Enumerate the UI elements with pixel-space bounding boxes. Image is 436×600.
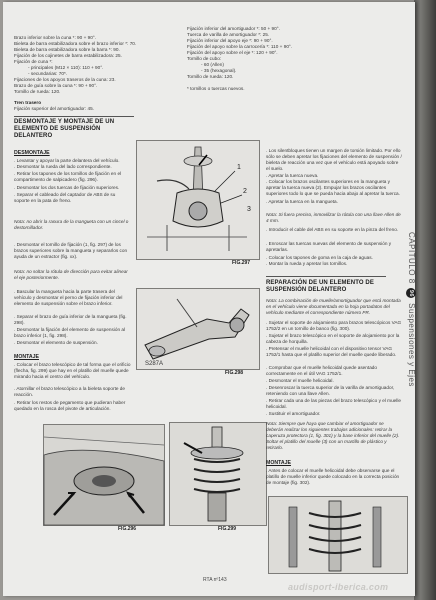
spec-line: Brazo inferior sobre la cuna *: 90 + 90°. bbox=[14, 35, 96, 40]
figure-299 bbox=[169, 422, 267, 526]
paragraph: . Los silentbloques tienen un margen de torsión limitado. Por ello sólo se deben apretar los fijaciones del elemento de suspensión / bieleta de reacción una vez que el vehículo está apoyado sobre el suelo. bbox=[266, 148, 402, 171]
spec-line: Brazo de guía sobre la cuna *: 90 + 90°. bbox=[14, 83, 98, 88]
chapter-number-badge: 96 bbox=[408, 289, 415, 297]
spec-line: - secundarias: 70*. bbox=[28, 71, 68, 76]
paragraph: . Apretar la tuerca nueva. bbox=[266, 173, 319, 178]
montaje-label: MONTAJE bbox=[14, 354, 39, 360]
spec-line: Fijaciones de los apoyos traseros de la cuna: 23. bbox=[14, 77, 116, 82]
paragraph: . Retirar cada una de las piezas del brazo telescópico y el muelle helicoidal. bbox=[266, 398, 401, 409]
section-title-reparacion: REPARACIÓN DE UN ELEMENTO DE SUSPENSIÓN DELANTERO bbox=[266, 280, 374, 293]
paragraph: . Montar la rueda y apretar los tornillos. bbox=[266, 261, 348, 266]
note: Nota: Si fuera preciso, inmovilizar la rótula con una llave Allen de 4 mm. bbox=[266, 212, 401, 223]
spec-line: Tornillo de cubo: bbox=[187, 56, 222, 61]
spec-line: Fijación inferior del apoyo eje *: 90 + 90°. bbox=[187, 38, 273, 43]
suspension-strut-drawing bbox=[137, 141, 259, 259]
spec-line: - principales (M12 × 110): 110 + 90°. bbox=[28, 65, 104, 70]
book-spine bbox=[414, 0, 436, 600]
manual-page bbox=[3, 2, 415, 596]
spec-line: - 60 (Allen) bbox=[201, 62, 224, 67]
tren-trasero-title: Tren trasero bbox=[14, 100, 42, 105]
paragraph: . Bascular la mangueta hacia la parte trasera del vehículo y desmontar el perno de fijación inferior del elemento de suspensión sobre el brazo inferior. bbox=[14, 289, 123, 306]
section-title-desmontaje-montaje: DESMONTAJE Y MONTAJE DE UN ELEMENTO DE SUSPENSIÓN DELANTERO bbox=[14, 119, 115, 139]
note: Nota: no soltar la rótula de dirección para evitar alinear el eje posteriormente. bbox=[14, 269, 128, 280]
figure-caption: FIG.299 bbox=[218, 526, 237, 532]
paragraph: . Pretensar el muelle helicoidal con el dispositivo tensor VAG 1752/1 hasta que el platillo superior del muelle quede liberado. bbox=[266, 346, 397, 357]
figure-300 bbox=[268, 496, 408, 574]
spec-line: Tuerca de varilla de amortiguador *: 25. bbox=[187, 32, 270, 37]
paragraph: . Colocar los brazos oscilantes superiores en la mangueta y apretar la tuerca nueva (2). Empujar los brazos oscilantes superiores todo lo que se pueda hacia abajo al apretar la tuerca. bbox=[266, 179, 400, 196]
spec-line: Fijación del apoyo sobre la carrocería *: 110 + 90°. bbox=[187, 44, 293, 49]
paragraph: . Sujetar el brazo telescópico en el soporte de alojamiento por la cabeza de horquilla. bbox=[266, 333, 400, 344]
chapter-tab bbox=[405, 232, 417, 452]
spec-line: Fijación del apoyo sobre el eje *: 120 + 90°. bbox=[187, 50, 278, 55]
figure-298 bbox=[136, 288, 260, 370]
lower-arm-drawing bbox=[137, 289, 259, 369]
spring-strut-drawing bbox=[170, 423, 266, 525]
spec-line: Bieleta de barra estabilizadora sobre el brazo inferior *: 70. bbox=[14, 41, 137, 46]
paragraph: . Desmontar la fijación del elemento de suspensión al brazo inferior (1, fig. 298). bbox=[14, 327, 126, 338]
paragraph: . Separar el brazo de guía inferior de la mangueta (fig. 298). bbox=[14, 314, 127, 325]
spec-line: Fijación de cuna *: bbox=[14, 59, 53, 64]
paragraph: . Separar el cableado del captador de ABS de su soporte en la pata de freno. bbox=[14, 192, 116, 203]
svg-text:2: 2 bbox=[243, 188, 247, 195]
note: Nota: La combinación de muelle/amortiguador que está montada en el vehículo viene documentada en la hoja portadatos del vehículo mediante el correspondiente número PR. bbox=[266, 298, 401, 315]
spec-line: Tornillo de rueda: 120. bbox=[14, 89, 61, 94]
svg-text:3: 3 bbox=[247, 206, 251, 213]
paragraph: . Desmontar el tornillo de fijación (1, fig. 297) de los brazos superiores sobre la mangueta y separarlos con ayuda de un extractor (fig. xx). bbox=[14, 242, 128, 259]
strut-tower-drawing bbox=[44, 425, 164, 525]
paragraph: . Colocar el brazo telescópico de tal forma que el orificio (flecha, fig. 299) que hay en el platillo del muelle quede mirando hacia el centro del vehículo. bbox=[14, 362, 131, 379]
montaje-label: MONTAJE bbox=[266, 460, 291, 466]
spec-line: Bieleta de barra estabilizadora sobre la barra *: 90. bbox=[14, 47, 120, 52]
spec-line: - 35 (hexagonal). bbox=[201, 68, 237, 73]
svg-text:1: 1 bbox=[237, 164, 241, 171]
paragraph: . Desmontar la rueda del lado correspondiente. bbox=[14, 164, 112, 169]
page-footer: RTA nº143 bbox=[203, 577, 227, 583]
paragraph: . Desmontar el muelle helicoidal. bbox=[266, 378, 334, 383]
note: Nota: Siempre que haya que cambiar el amortiguador se deberán realizar los siguientes trabajos adicionales: retirar la caperuza protectora (1, fig. 301) y la base inferior del muelle (2). Soltar el platillo del muelle (3) con un martillo de plástico y retirarlo. bbox=[266, 421, 400, 450]
spec-note: * tornillos o tuercas nuevos. bbox=[187, 86, 245, 91]
paragraph: . Sustituir el amortiguador. bbox=[266, 411, 321, 416]
desmontaje-label: DESMONTAJE bbox=[14, 150, 50, 156]
figure-caption: FIG.296 bbox=[118, 526, 137, 532]
paragraph: . Atornillar el brazo telescópico a la bieleta soporte de reacción. bbox=[14, 386, 126, 397]
paragraph: . Desmontar el elemento de suspensión. bbox=[14, 340, 98, 345]
figure-296 bbox=[43, 424, 165, 526]
paragraph: . Introducir el cable del ABS en su soporte en la pinza del freno. bbox=[266, 227, 399, 232]
paragraph: . Antes de colocar el muelle helicoidal debe observarse que el platillo de muelle inferior quede colocado en la correcta posición de montaje (fig. 302). bbox=[266, 468, 400, 485]
paragraph: . Levantar y apoyar la parte delantera del vehículo. bbox=[14, 158, 120, 163]
paragraph: . Desenroscar la tuerca superior de la varilla de amortiguador, reteniendo con una llave Allen. bbox=[266, 385, 395, 396]
figure-caption: FIG.298 bbox=[225, 370, 244, 376]
paragraph: . Apretar la tuerca en la mangueta. bbox=[266, 199, 338, 204]
paragraph: . Retirar los tapones de los tornillos de fijación en el compartimento de salpicadero (fig. 296). bbox=[14, 171, 122, 182]
paragraph: . Comprobar que el muelle helicoidal quede asentado correctamente en el útil VAG 1752/1. bbox=[266, 365, 378, 376]
spec-line: Fijación inferior del amortiguador *: 50 + 90°. bbox=[187, 26, 280, 31]
chapter-tab-text bbox=[405, 232, 417, 452]
paragraph: . Sujetar el soporte de alojamiento para brazos telescópicos VAG 1752/2 en un tornillo de banco (fig. 300). bbox=[266, 320, 402, 331]
spec-line: Tornillo de rueda: 120. bbox=[187, 74, 234, 79]
paragraph: . Enroscar las tuercas nuevas del elemento de suspensión y apretarlas. bbox=[266, 241, 392, 252]
tren-trasero-text: Fijación superior del amortiguador: 45. bbox=[14, 106, 94, 111]
chapter-label: CAPÍTULO 8 bbox=[407, 232, 416, 284]
section-rule bbox=[266, 276, 386, 277]
spec-line: Fijación de los cojinetes de barra estabilizadora: 25. bbox=[14, 53, 122, 58]
figure-caption: FIG.297 bbox=[232, 260, 251, 266]
paragraph: . Colocar los tapones de goma en la caja de aguas. bbox=[266, 255, 373, 260]
paragraph: . Retirar los restos de pegamento que pudieran haber quedado en la rosca del pivote de articulación. bbox=[14, 400, 126, 411]
figure-code: S287A bbox=[145, 361, 164, 367]
paragraph: . Desmontar los dos tuercas de fijación superiores. bbox=[14, 185, 120, 190]
section-rule bbox=[14, 116, 134, 117]
note: Nota: no abrir la ranura de la mangueta con un cincel o destornillador. bbox=[14, 219, 129, 230]
watermark: audisport-iberica.com bbox=[288, 582, 389, 592]
chapter-title: Suspensiones y Ejes bbox=[407, 303, 416, 387]
spring-compressor-drawing bbox=[269, 497, 407, 573]
figure-297 bbox=[136, 140, 260, 260]
